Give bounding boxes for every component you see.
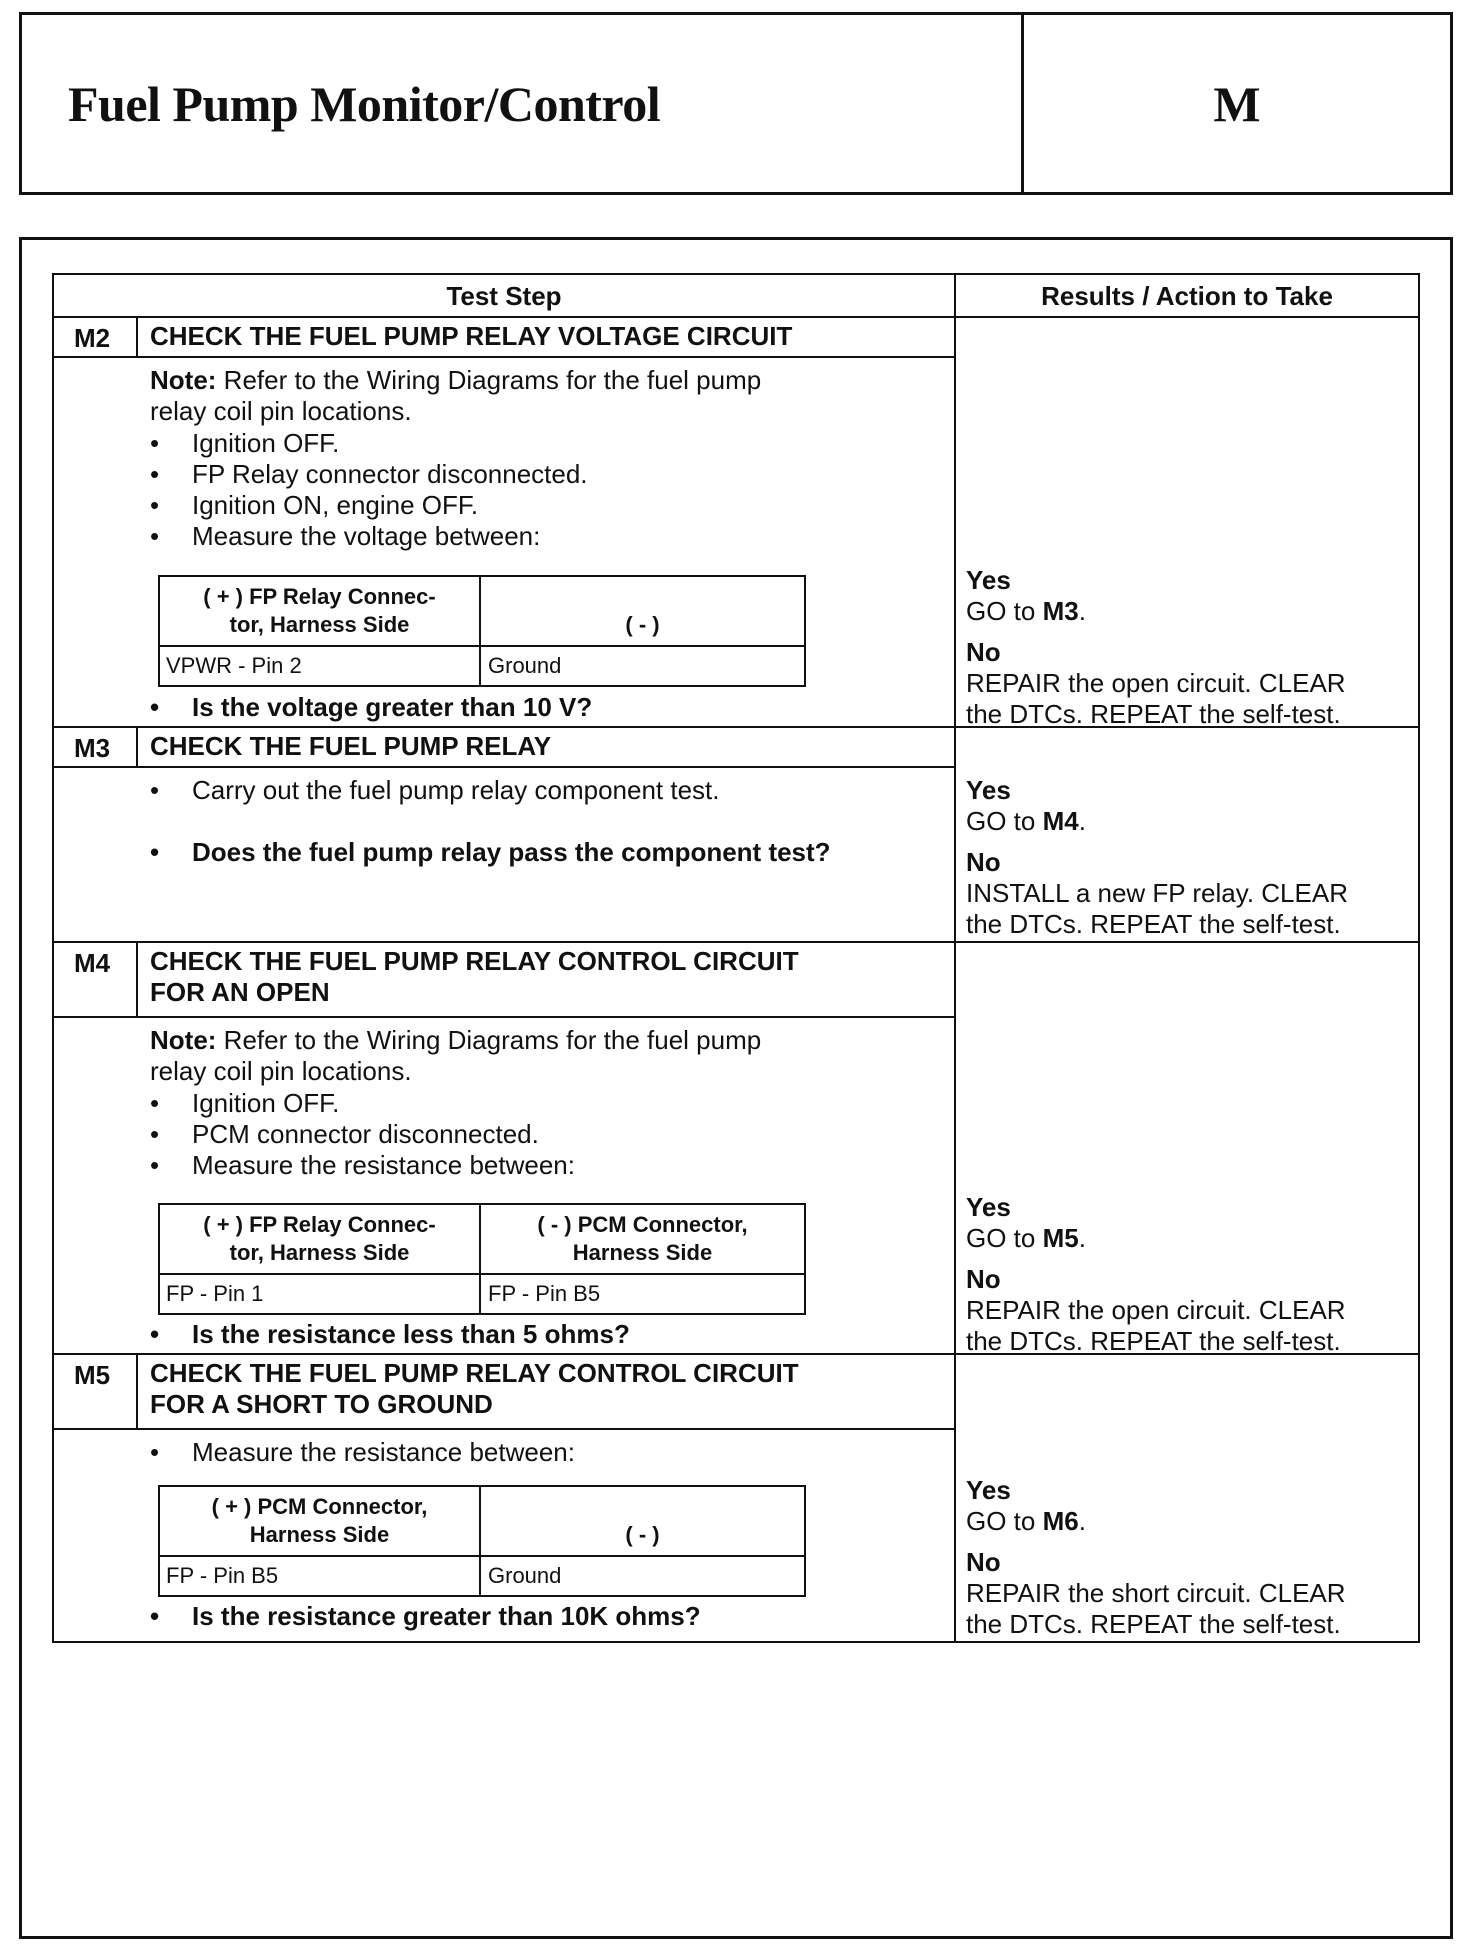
title-rule — [54, 1428, 954, 1430]
column-divider — [954, 275, 956, 1641]
no-label: No — [966, 1264, 1001, 1294]
header-box — [19, 12, 1453, 195]
step-rule — [54, 941, 1418, 943]
measurement-table — [158, 1203, 806, 1315]
procedure-table: Test Step Results / Action to Take M2 CHECK THE FUEL PUMP RELAY VOLTAGE CIRCUIT Note: Refer to the Wiring Diagrams for the fuel pump relay coil pin locations. • Ignition OFF. • FP Relay connector disconnected. • Ignition ON, engine OFF. • Measure the voltage between: ( + ) FP Relay Connec- tor, Harness Side ( - ) VPWR - Pin 2 Ground • Is the voltage greater than 10 V? Yes GO to M3. No REPAIR the open circuit. CLEAR the DTCs. REPEAT the self-test. M3 CHECK THE FUEL PUMP RELAY • Carry out the fuel pump relay component test. • Does the fuel pump relay pass the component test? Yes GO to M4. No INSTALL a new FP relay. CLEAR the DTCs. REPEAT the self-test. M4 CHECK THE FUEL PUMP RELAY CONTROL CIRCUIT FOR AN OPEN Note: Refer to the Wiring Diagrams for the fuel pump relay coil pin locations. • Ignition OFF. • PCM connector disconnected. • Measure the resistance between: ( + ) FP Relay Connec- tor, Harness Side ( - ) PCM Connector, Harness Side FP - Pin 1 FP - Pin B5 • Is the resistance less than 5 ohms? Yes GO to M5. No REPAIR the open circuit. CLEAR the DTCs. REPEAT the self-test. M5 CHECK THE FUEL PUMP RELAY CONTROL CIRCUIT FOR A SHORT TO GROUND • Measure the resistance between: ( + ) PCM Connector, Harness Side ( - ) FP - Pin B5 Ground • Is the resistance greater than 10K ohms? Yes GO to M6. No REPAIR the short circuit. CLEAR the DTCs. REPEAT the self-test. — [52, 273, 1420, 1643]
note-text — [150, 1025, 761, 1087]
id-divider — [136, 1355, 138, 1428]
step-id: M2 — [74, 323, 111, 353]
yes-label: Yes — [966, 1192, 1011, 1222]
measure-header-positive: ( + ) FP Relay Connec- tor, Harness Side — [203, 1212, 436, 1265]
result-block: No REPAIR the short circuit. CLEAR the DTCs. REPEAT the self-test. — [966, 1547, 1346, 1639]
measure-cell: Ground — [488, 1563, 562, 1588]
title-rule — [54, 356, 954, 358]
note-line: relay coil pin locations. — [150, 1056, 412, 1086]
column-header-test-step: Test Step — [446, 281, 562, 311]
measure-cell: FP - Pin B5 — [166, 1563, 279, 1588]
row-divider — [160, 1273, 804, 1275]
note-line: Refer to the Wiring Diagrams for the fuel pump — [216, 1025, 762, 1055]
step-id: M5 — [74, 1360, 111, 1390]
measure-header-negative: ( - ) — [625, 1522, 660, 1547]
step-id: M3 — [74, 733, 111, 763]
result-block: Yes GO to M6. — [966, 1475, 1086, 1536]
step-title: CHECK THE FUEL PUMP RELAY — [150, 731, 552, 761]
title-rule — [54, 1016, 954, 1018]
go-to-target: M3 — [1042, 596, 1079, 626]
measure-cell: Ground — [488, 653, 562, 678]
result-block: No INSTALL a new FP relay. CLEAR the DTCs. REPEAT the self-test. — [966, 847, 1348, 939]
row-divider — [160, 1555, 804, 1557]
note-line: Refer to the Wiring Diagrams for the fuel pump — [216, 365, 762, 395]
measure-header-positive: ( + ) PCM Connector, Harness Side — [211, 1494, 428, 1547]
header-rule — [54, 316, 1418, 318]
id-divider — [136, 728, 138, 766]
page-title: Fuel Pump Monitor/Control — [68, 76, 661, 132]
measure-cell: FP - Pin B5 — [488, 1281, 601, 1306]
id-divider — [136, 943, 138, 1016]
measure-header-positive: ( + ) FP Relay Connec- tor, Harness Side — [203, 584, 436, 637]
measure-cell: FP - Pin 1 — [166, 1281, 264, 1306]
yes-label: Yes — [966, 1475, 1011, 1505]
note-label: Note: — [150, 365, 217, 395]
step-title: CHECK THE FUEL PUMP RELAY CONTROL CIRCUIT FOR A SHORT TO GROUND — [150, 1358, 799, 1419]
measurement-table — [158, 575, 806, 687]
section-code: M — [1213, 76, 1261, 132]
result-block: No REPAIR the open circuit. CLEAR the DTCs. REPEAT the self-test. — [966, 1264, 1346, 1356]
go-to-target: M6 — [1042, 1506, 1079, 1536]
measurement-table — [158, 1485, 806, 1597]
result-block: No REPAIR the open circuit. CLEAR the DTCs. REPEAT the self-test. — [966, 637, 1346, 729]
result-block: Yes GO to M3. — [966, 565, 1086, 626]
title-rule — [54, 766, 954, 768]
row-divider — [160, 645, 804, 647]
measure-header-negative: ( - ) — [625, 612, 660, 637]
step-title: CHECK THE FUEL PUMP RELAY CONTROL CIRCUIT FOR AN OPEN — [150, 946, 799, 1007]
measure-cell: VPWR - Pin 2 — [166, 653, 302, 678]
go-to-target: M5 — [1042, 1223, 1079, 1253]
column-header-results: Results / Action to Take — [1041, 281, 1333, 311]
step-id: M4 — [74, 948, 111, 978]
no-label: No — [966, 1547, 1001, 1577]
step-title: CHECK THE FUEL PUMP RELAY VOLTAGE CIRCUIT — [150, 321, 793, 351]
yes-label: Yes — [966, 775, 1011, 805]
yes-label: Yes — [966, 565, 1011, 595]
no-label: No — [966, 847, 1001, 877]
note-line: relay coil pin locations. — [150, 396, 412, 426]
note-label: Note: — [150, 1025, 217, 1055]
no-label: No — [966, 637, 1001, 667]
result-block: Yes GO to M4. — [966, 775, 1086, 836]
go-to-target: M4 — [1042, 806, 1079, 836]
measure-header-negative: ( - ) PCM Connector, Harness Side — [537, 1212, 748, 1265]
note-text — [150, 365, 761, 427]
id-divider — [136, 318, 138, 356]
result-block: Yes GO to M5. — [966, 1192, 1086, 1253]
